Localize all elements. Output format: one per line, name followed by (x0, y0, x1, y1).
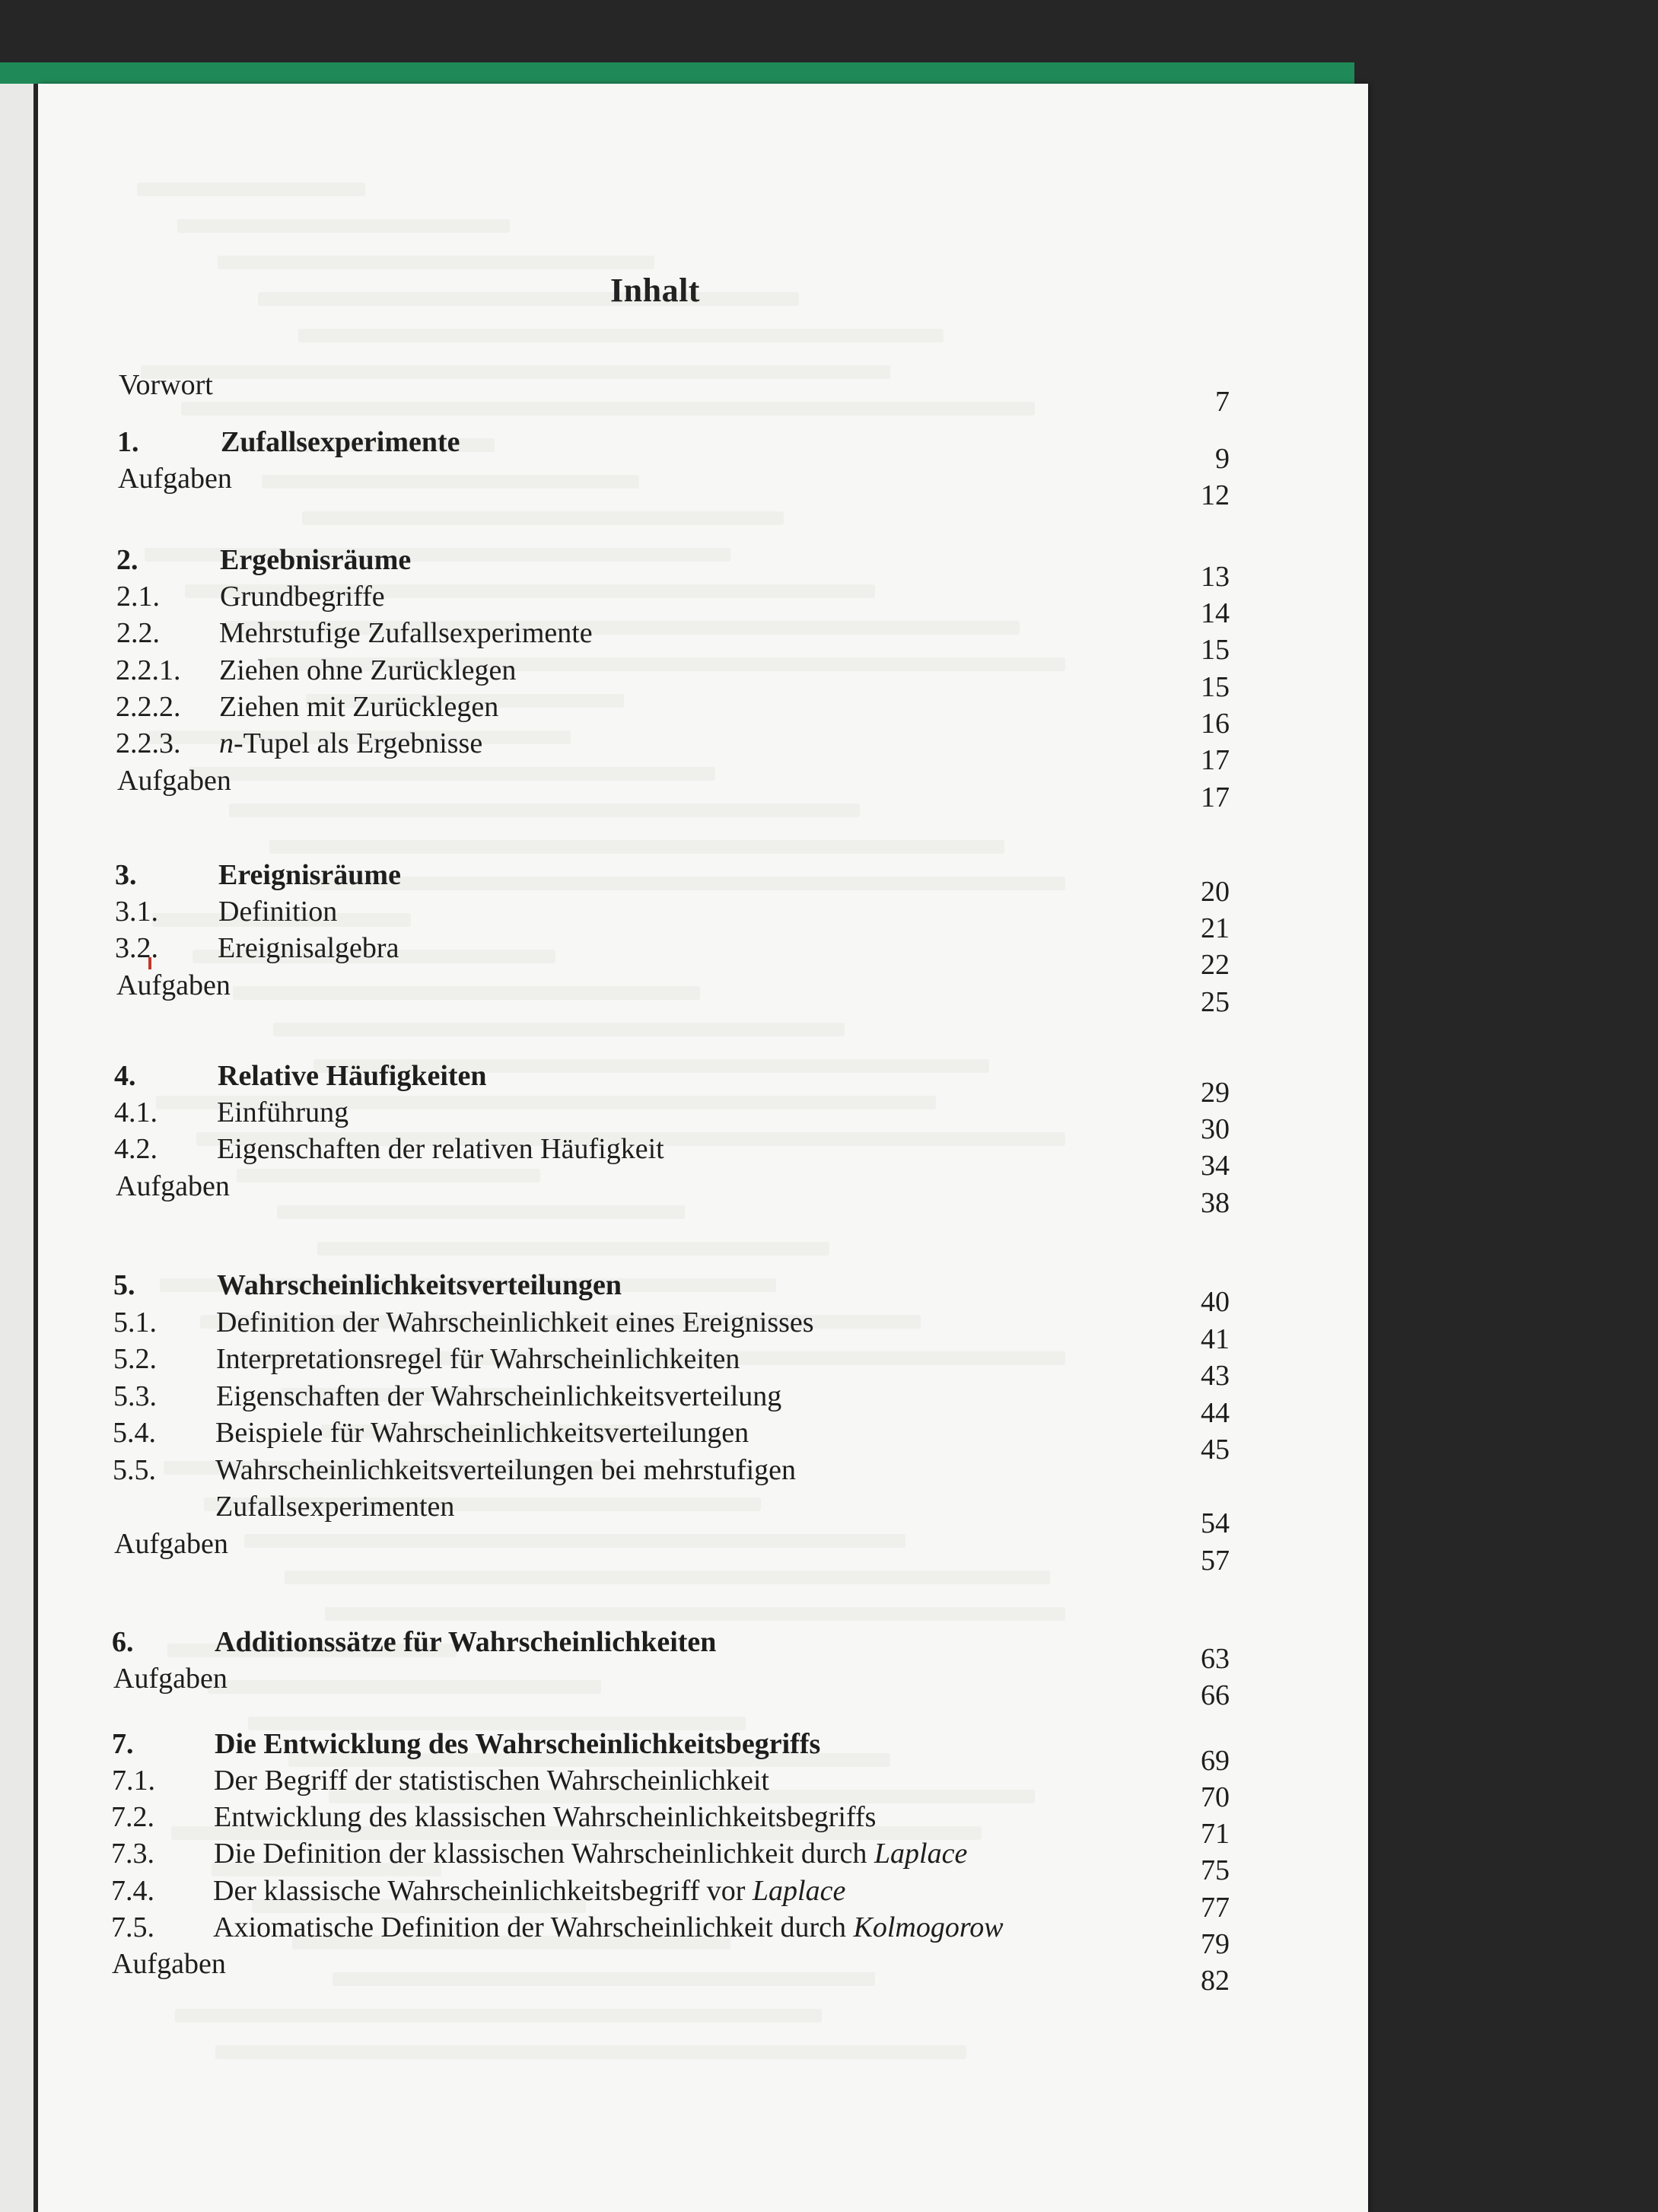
toc-entry-page: 82 (1201, 1965, 1230, 1997)
toc-entry-title: Eigenschaften der relativen Häufigkeit (217, 1133, 664, 1165)
toc-entry-number: 7.2. (111, 1801, 154, 1833)
toc-entry (38, 1946, 1368, 1997)
toc-entry-title: Aufgaben (116, 969, 231, 1001)
toc-entry-number: 5.2. (113, 1343, 157, 1375)
toc-entry-title: Aufgaben (114, 1528, 228, 1560)
toc-entry-page: 12 (1201, 479, 1230, 511)
toc-entry-title: Axiomatische Definition der Wahrscheinlichkeit durch Kolmogorow (213, 1911, 1004, 1943)
toc-entry-number: 3.1. (115, 896, 158, 928)
toc-entry-page: 21 (1201, 912, 1230, 944)
toc-entry-title: Aufgaben (113, 1663, 228, 1695)
toc-entry-page: 15 (1201, 671, 1230, 703)
toc-entry (38, 615, 1368, 666)
toc-entry-page: 14 (1201, 597, 1230, 629)
toc-entry-page: 45 (1201, 1434, 1230, 1466)
toc-entry-page: 63 (1201, 1643, 1230, 1675)
toc-entry-title: Eigenschaften der Wahrscheinlichkeitsverteilung (216, 1380, 782, 1412)
toc-entry-page: 16 (1201, 708, 1230, 740)
toc-entry-number: 3.2. (115, 932, 158, 964)
toc-entry (38, 1526, 1368, 1577)
toc-entry-title: Mehrstufige Zufallsexperimente (219, 617, 593, 649)
toc-entry (38, 1799, 1368, 1850)
toc-entry-page: 22 (1201, 949, 1230, 981)
toc-entry-number: 1. (117, 426, 139, 458)
toc-entry-title: Ergebnisräume (220, 544, 412, 576)
toc-entry-page: 71 (1201, 1818, 1230, 1850)
toc-entry-title: Aufgaben (112, 1948, 226, 1980)
toc-entry-title: Definition der Wahrscheinlichkeit eines Ereignisses (216, 1307, 814, 1338)
toc-entry (38, 1762, 1368, 1813)
toc-entry-number: 2.2.1. (116, 654, 181, 686)
toc-entry-page: 43 (1201, 1360, 1230, 1392)
toc-entry-title: Definition (218, 896, 338, 928)
toc-entry-number: 7.4. (111, 1875, 154, 1907)
toc-entry-page: 25 (1201, 986, 1230, 1018)
toc-entry-title: Ereignisalgebra (218, 932, 399, 964)
toc-entry-number: 7.3. (111, 1838, 154, 1870)
toc-entry (38, 367, 1368, 418)
toc-entry-page: 13 (1201, 561, 1230, 593)
toc-entry-number: 7.5. (111, 1911, 154, 1943)
toc-entry-title: Grundbegriffe (220, 581, 385, 613)
toc-entry-title: n-Tupel als Ergebnisse (219, 727, 483, 759)
toc-entry-page: 40 (1201, 1286, 1230, 1318)
toc-entry-title: Vorwort (119, 369, 213, 401)
toc-entry-title: Zufallsexperimenten (215, 1491, 455, 1523)
table-of-contents (38, 84, 1368, 2212)
toc-entry (38, 1660, 1368, 1711)
toc-entry (38, 1094, 1368, 1145)
toc-entry (38, 1131, 1368, 1182)
toc-entry-title: Additionssätze für Wahrscheinlichkeiten (215, 1626, 717, 1658)
toc-entry-page: 54 (1201, 1507, 1230, 1539)
toc-entry-title: Beispiele für Wahrscheinlichkeitsverteilungen (215, 1417, 749, 1449)
toc-entry (38, 762, 1368, 813)
toc-entry-title: Wahrscheinlichkeitsverteilungen (217, 1269, 622, 1301)
toc-entry (38, 1835, 1368, 1886)
toc-entry-number: 3. (115, 859, 137, 891)
toc-entry-title: Entwicklung des klassischen Wahrscheinlichkeitsbegriffs (214, 1801, 877, 1833)
toc-entry (38, 893, 1368, 944)
toc-entry-number: 4.2. (114, 1133, 158, 1165)
toc-entry-number: 7.1. (112, 1765, 155, 1797)
toc-entry-number: 2.2.2. (116, 691, 181, 723)
toc-entry (38, 967, 1368, 1018)
toc-entry (38, 1378, 1368, 1429)
toc-entry-number: 7. (112, 1728, 134, 1760)
toc-entry-title: Interpretationsregel für Wahrscheinlichkeiten (216, 1343, 740, 1375)
toc-entry-page: 30 (1201, 1113, 1230, 1145)
toc-entry-page: 34 (1201, 1150, 1230, 1182)
toc-entry-number: 2. (116, 544, 138, 576)
toc-entry (38, 1415, 1368, 1466)
toc-entry-number: 5.1. (113, 1307, 157, 1338)
toc-entry-title: Aufgaben (116, 1170, 230, 1202)
book-cover-edge (0, 62, 1354, 84)
toc-entry-page: 69 (1201, 1745, 1230, 1777)
toc-entry (38, 689, 1368, 740)
toc-entry (38, 578, 1368, 629)
toc-entry (38, 1726, 1368, 1777)
toc-entry-title: Ziehen mit Zurücklegen (219, 691, 499, 723)
toc-entry-number: 5.5. (113, 1454, 156, 1486)
toc-entry (38, 1304, 1368, 1355)
toc-entry-number: 2.1. (116, 581, 160, 613)
toc-entry-title: Ziehen ohne Zurücklegen (219, 654, 517, 686)
toc-entry-title: Relative Häufigkeiten (218, 1060, 487, 1092)
toc-entry-number: 2.2. (116, 617, 160, 649)
toc-entry-page: 17 (1201, 781, 1230, 813)
toc-entry-title: Einführung (217, 1096, 349, 1128)
toc-entry-page: 41 (1201, 1323, 1230, 1355)
toc-entry-number: 5.3. (113, 1380, 157, 1412)
toc-entry-page: 44 (1201, 1397, 1230, 1429)
toc-entry-page: 7 (1215, 386, 1230, 418)
toc-entry-title: Die Definition der klassischen Wahrscheinlichkeit durch Laplace (214, 1838, 968, 1870)
toc-entry-title: Die Entwicklung des Wahrscheinlichkeitsbegriffs (215, 1728, 821, 1760)
toc-entry-page: 79 (1201, 1928, 1230, 1960)
toc-entry (38, 930, 1368, 981)
toc-entry-number: 4. (114, 1060, 136, 1092)
toc-entry-page: 75 (1201, 1854, 1230, 1886)
toc-entry-page: 20 (1201, 876, 1230, 908)
toc-entry (38, 1873, 1368, 1924)
toc-entry (38, 1341, 1368, 1392)
toc-entry-page: 17 (1201, 744, 1230, 776)
toc-entry-page: 38 (1201, 1187, 1230, 1219)
toc-entry-page: 77 (1201, 1892, 1230, 1924)
toc-entry-page: 9 (1215, 443, 1230, 475)
toc-entry-title: Ereignisräume (218, 859, 401, 891)
book-page (38, 84, 1368, 2212)
toc-entry-title: Der Begriff der statistischen Wahrscheinlichkeit (214, 1765, 769, 1797)
toc-entry-title: Der klassische Wahrscheinlichkeitsbegriff vor Laplace (213, 1875, 846, 1907)
toc-entry-page: 57 (1201, 1545, 1230, 1577)
toc-entry (38, 725, 1368, 776)
toc-entry-title: Zufallsexperimente (221, 426, 460, 458)
toc-entry-title: Wahrscheinlichkeitsverteilungen bei mehrstufigen (215, 1454, 797, 1486)
left-page-edge (0, 65, 33, 2212)
toc-entry (38, 1168, 1368, 1219)
toc-entry-number: 6. (112, 1626, 134, 1658)
toc-entry-page: 15 (1201, 634, 1230, 666)
toc-entry-number: 5.4. (113, 1417, 156, 1449)
toc-entry (38, 1058, 1368, 1109)
toc-entry (38, 1452, 1368, 1488)
toc-entry-page: 29 (1201, 1077, 1230, 1109)
toc-entry (38, 542, 1368, 593)
toc-entry-page: 66 (1201, 1679, 1230, 1711)
toc-entry (38, 460, 1368, 511)
toc-entry (38, 1488, 1368, 1539)
toc-entry-title: Aufgaben (117, 765, 231, 797)
page-title: Inhalt (610, 272, 700, 309)
toc-entry-number: 5. (113, 1269, 135, 1301)
toc-entry-number: 4.1. (114, 1096, 158, 1128)
toc-entry (38, 1267, 1368, 1318)
toc-entry-title: Aufgaben (118, 463, 232, 495)
toc-entry-number: 2.2.3. (116, 727, 181, 759)
toc-entry (38, 652, 1368, 703)
toc-entry-page: 70 (1201, 1781, 1230, 1813)
toc-entry (38, 1909, 1368, 1960)
toc-entry (38, 857, 1368, 908)
toc-entry (38, 1624, 1368, 1675)
toc-entry (38, 424, 1368, 475)
